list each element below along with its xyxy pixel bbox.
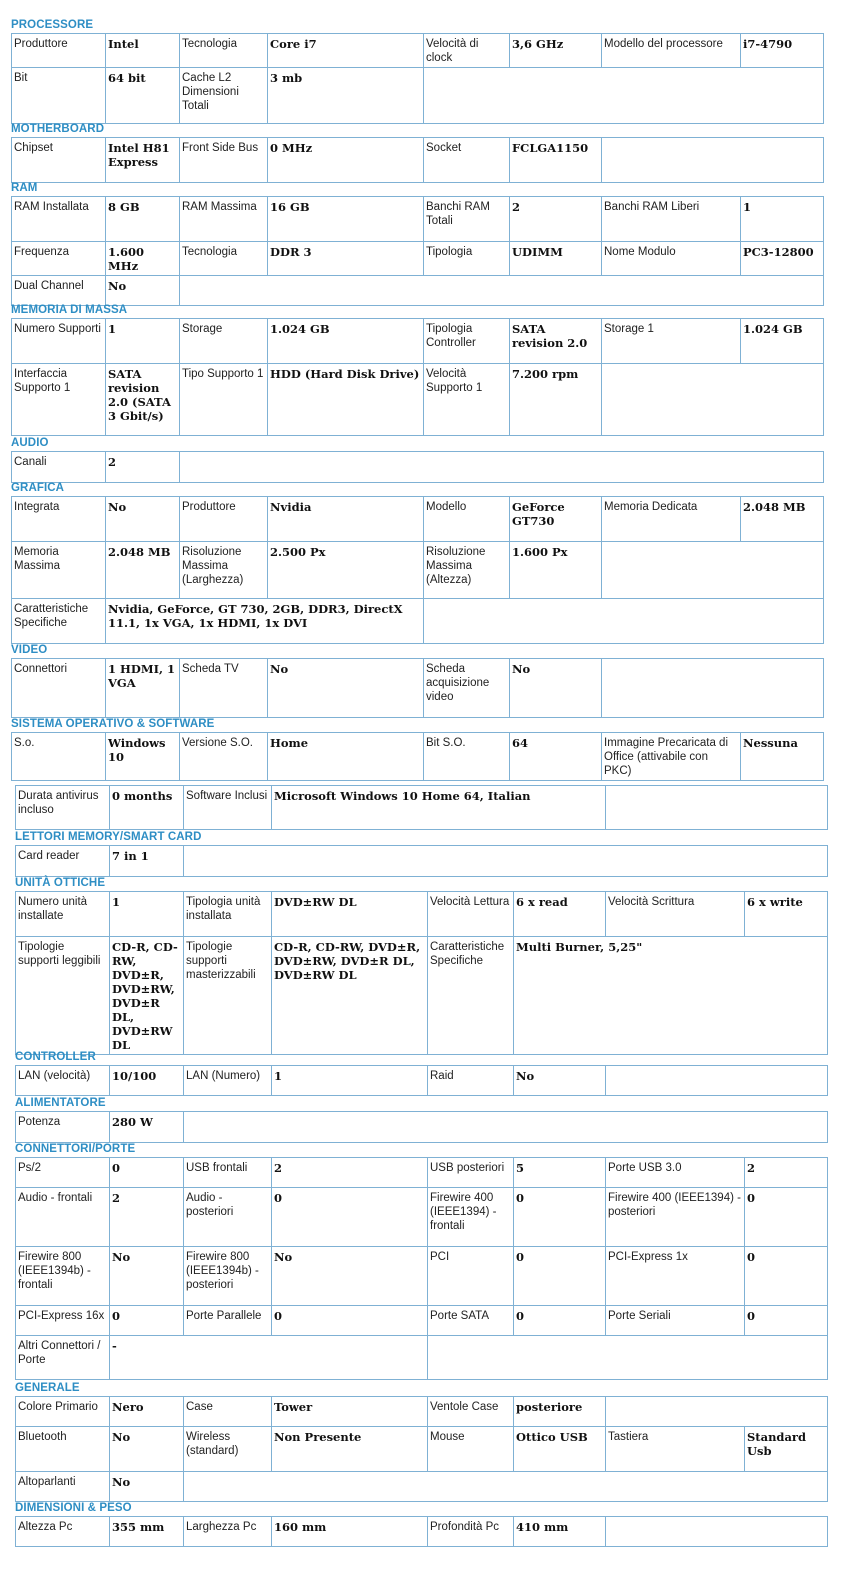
spec-table <box>15 845 828 877</box>
spec-label: Altri Connettori / Porte <box>16 1336 110 1380</box>
spec-value-cache-l2-dimensioni-totali: 3 mb <box>268 68 424 124</box>
spec-label: Memoria Dedicata <box>602 497 741 542</box>
spec-label: Canali <box>12 452 106 483</box>
spec-label: PCI-Express 16x <box>16 1306 110 1336</box>
spec-label: Durata antivirus incluso <box>16 786 110 830</box>
spec-label: Storage 1 <box>602 319 741 364</box>
spec-value-connettori: 1 HDMI, 1 VGA <box>106 659 180 718</box>
section-title: DIMENSIONI & PESO <box>15 1502 132 1514</box>
spec-value-risoluzione-massima-altezza: 1.600 Px <box>510 542 602 599</box>
spec-label: Socket <box>424 138 510 183</box>
spec-value-durata-antivirus-incluso: 0 months <box>110 786 184 830</box>
spec-value-banchi-ram-totali: 2 <box>510 197 602 242</box>
empty-cell <box>602 542 824 599</box>
spec-label: Dual Channel <box>12 276 106 306</box>
spec-table <box>11 496 824 644</box>
spec-label: Potenza <box>16 1112 110 1143</box>
section-title: MOTHERBOARD <box>11 123 105 135</box>
spec-label: Porte SATA <box>428 1306 514 1336</box>
spec-label: Velocità di clock <box>424 34 510 68</box>
table-row <box>16 786 828 830</box>
spec-value-storage: 1.024 GB <box>268 319 424 364</box>
spec-label: Bit S.O. <box>424 733 510 781</box>
table-row <box>16 937 828 1055</box>
spec-label: Numero unità installate <box>16 892 110 937</box>
empty-cell <box>180 452 824 483</box>
spec-value-audio-frontali: 2 <box>110 1188 184 1247</box>
spec-table <box>11 196 824 306</box>
spec-value-tecnologia: DDR 3 <box>268 242 424 276</box>
spec-label: Tipologia Controller <box>424 319 510 364</box>
table-row <box>12 599 824 644</box>
spec-value-chipset: Intel H81 Express <box>106 138 180 183</box>
table-row <box>12 197 824 242</box>
section-title: GENERALE <box>15 1382 80 1394</box>
table-row <box>12 138 824 183</box>
spec-value-risoluzione-massima-larghezza: 2.500 Px <box>268 542 424 599</box>
spec-label: Porte Parallele <box>184 1306 272 1336</box>
spec-value-tipologia: UDIMM <box>510 242 602 276</box>
spec-label: Risoluzione Massima (Altezza) <box>424 542 510 599</box>
spec-label: USB posteriori <box>428 1158 514 1188</box>
table-row <box>16 1397 828 1427</box>
table-row <box>16 1427 828 1472</box>
spec-value-nome-modulo: PC3-12800 <box>741 242 824 276</box>
spec-value-numero-supporti: 1 <box>106 319 180 364</box>
spec-table <box>15 785 828 830</box>
spec-value-caratteristiche-specifiche: Multi Burner, 5,25" <box>514 937 828 1055</box>
spec-label: Tecnologia <box>180 242 268 276</box>
spec-table <box>15 1157 828 1380</box>
spec-value-mouse: Ottico USB <box>514 1427 606 1472</box>
spec-table <box>15 1396 828 1502</box>
spec-table <box>11 658 824 718</box>
spec-table <box>15 1065 828 1096</box>
spec-label: Tastiera <box>606 1427 745 1472</box>
spec-value-produttore: Intel <box>106 34 180 68</box>
empty-cell <box>606 1066 828 1096</box>
spec-value-porte-usb-3-0: 2 <box>745 1158 828 1188</box>
section-title: ALIMENTATORE <box>15 1097 106 1109</box>
spec-value-bit: 64 bit <box>106 68 180 124</box>
spec-label: Software Inclusi <box>184 786 272 830</box>
spec-label: Altoparlanti <box>16 1472 110 1502</box>
spec-label: Tecnologia <box>180 34 268 68</box>
spec-label: Firewire 800 (IEEE1394b) - frontali <box>16 1247 110 1306</box>
table-row <box>16 1112 828 1143</box>
spec-label: Connettori <box>12 659 106 718</box>
spec-label: Produttore <box>12 34 106 68</box>
spec-table <box>15 1516 828 1547</box>
spec-label: Card reader <box>16 846 110 877</box>
section-title: RAM <box>11 182 38 194</box>
table-row <box>12 659 824 718</box>
spec-table <box>11 33 824 124</box>
spec-value-wireless-standard: Non Presente <box>272 1427 428 1472</box>
spec-label: Porte USB 3.0 <box>606 1158 745 1188</box>
empty-cell <box>180 276 824 306</box>
spec-value-firewire-400-ieee1394-frontali: 0 <box>514 1188 606 1247</box>
spec-value-versione-s-o: Home <box>268 733 424 781</box>
section-title: AUDIO <box>11 437 49 449</box>
empty-cell <box>602 138 824 183</box>
spec-label: USB frontali <box>184 1158 272 1188</box>
spec-label: Audio - frontali <box>16 1188 110 1247</box>
spec-label: Integrata <box>12 497 106 542</box>
spec-label: Nome Modulo <box>602 242 741 276</box>
spec-label: Interfaccia Supporto 1 <box>12 364 106 436</box>
spec-value-software-inclusi: Microsoft Windows 10 Home 64, Italian <box>272 786 606 830</box>
spec-label: PCI-Express 1x <box>606 1247 745 1306</box>
spec-value-velocita-di-clock: 3,6 GHz <box>510 34 602 68</box>
section-title: MEMORIA DI MASSA <box>11 304 128 316</box>
spec-label: Banchi RAM Liberi <box>602 197 741 242</box>
table-row <box>12 276 824 306</box>
spec-value-lan-numero: 1 <box>272 1066 428 1096</box>
spec-value-profondita-pc: 410 mm <box>514 1517 606 1547</box>
spec-value-s-o: Windows 10 <box>106 733 180 781</box>
spec-label: Tipologia unità installata <box>184 892 272 937</box>
spec-value-modello: GeForce GT730 <box>510 497 602 542</box>
spec-table <box>11 318 824 436</box>
spec-table <box>11 451 824 483</box>
spec-label: Risoluzione Massima (Larghezza) <box>180 542 268 599</box>
spec-value-produttore: Nvidia <box>268 497 424 542</box>
spec-label: Raid <box>428 1066 514 1096</box>
spec-label: Versione S.O. <box>180 733 268 781</box>
table-row <box>12 68 824 124</box>
spec-value-altoparlanti: No <box>110 1472 184 1502</box>
spec-label: Modello del processore <box>602 34 741 68</box>
spec-label: Tipologia <box>424 242 510 276</box>
table-row <box>16 1336 828 1380</box>
spec-value-velocita-lettura: 6 x read <box>514 892 606 937</box>
spec-label: Chipset <box>12 138 106 183</box>
spec-label: RAM Installata <box>12 197 106 242</box>
spec-value-ventole-case: posteriore <box>514 1397 606 1427</box>
spec-label: Audio - posteriori <box>184 1188 272 1247</box>
spec-value-colore-primario: Nero <box>110 1397 184 1427</box>
spec-table <box>11 732 824 781</box>
empty-cell <box>606 1517 828 1547</box>
spec-label: Case <box>184 1397 272 1427</box>
spec-label: Tipologie supporti leggibili <box>16 937 110 1055</box>
spec-label: Tipo Supporto 1 <box>180 364 268 436</box>
empty-cell <box>606 1397 828 1427</box>
spec-label: S.o. <box>12 733 106 781</box>
spec-value-tecnologia: Core i7 <box>268 34 424 68</box>
table-row <box>12 542 824 599</box>
spec-value-potenza: 280 W <box>110 1112 184 1143</box>
empty-cell <box>602 659 824 718</box>
empty-cell <box>602 364 824 436</box>
spec-value-immagine-precaricata-di-office-attivabile-con-pkc: Nessuna <box>741 733 824 781</box>
spec-value-usb-posteriori: 5 <box>514 1158 606 1188</box>
spec-label: Tipologie supporti masterizzabili <box>184 937 272 1055</box>
empty-cell <box>184 846 828 877</box>
spec-label: LAN (velocità) <box>16 1066 110 1096</box>
spec-label: Mouse <box>428 1427 514 1472</box>
spec-table <box>15 891 828 1055</box>
spec-label: Numero Supporti <box>12 319 106 364</box>
section-title: CONTROLLER <box>15 1051 96 1063</box>
spec-value-bluetooth: No <box>110 1427 184 1472</box>
section-title: SISTEMA OPERATIVO & SOFTWARE <box>11 718 215 730</box>
table-row <box>12 242 824 276</box>
spec-label: Memoria Massima <box>12 542 106 599</box>
table-row <box>16 1517 828 1547</box>
spec-value-scheda-acquisizione-video: No <box>510 659 602 718</box>
section-title: GRAFICA <box>11 482 65 494</box>
spec-label: Immagine Precaricata di Office (attivabile con PKC) <box>602 733 741 781</box>
spec-value-front-side-bus: 0 MHz <box>268 138 424 183</box>
spec-value-porte-sata: 0 <box>514 1306 606 1336</box>
spec-value-altri-connettori-porte: - <box>110 1336 428 1380</box>
table-row <box>16 1247 828 1306</box>
empty-cell <box>184 1112 828 1143</box>
section-title: PROCESSORE <box>11 19 94 31</box>
spec-value-interfaccia-supporto-1: SATA revision 2.0 (SATA 3 Gbit/s) <box>106 364 180 436</box>
spec-value-firewire-800-ieee1394b-posteriori: No <box>272 1247 428 1306</box>
spec-value-pci-express-1x: 0 <box>745 1247 828 1306</box>
spec-value-dual-channel: No <box>106 276 180 306</box>
spec-value-banchi-ram-liberi: 1 <box>741 197 824 242</box>
spec-value-numero-unita-installate: 1 <box>110 892 184 937</box>
empty-cell <box>606 786 828 830</box>
table-row <box>12 364 824 436</box>
spec-label: Caratteristiche Specifiche <box>428 937 514 1055</box>
spec-value-caratteristiche-specifiche: Nvidia, GeForce, GT 730, 2GB, DDR3, DirectX 11.1, 1x VGA, 1x HDMI, 1x DVI <box>106 599 424 644</box>
spec-label: Modello <box>424 497 510 542</box>
spec-label: Ventole Case <box>428 1397 514 1427</box>
spec-value-memoria-massima: 2.048 MB <box>106 542 180 599</box>
spec-value-raid: No <box>514 1066 606 1096</box>
table-row <box>12 319 824 364</box>
spec-label: Caratteristiche Specifiche <box>12 599 106 644</box>
table-row <box>16 1188 828 1247</box>
spec-label: Firewire 800 (IEEE1394b) - posteriori <box>184 1247 272 1306</box>
table-row <box>12 497 824 542</box>
spec-label: Produttore <box>180 497 268 542</box>
spec-label: Profondità Pc <box>428 1517 514 1547</box>
empty-cell <box>424 68 824 124</box>
empty-cell <box>428 1336 828 1380</box>
spec-value-usb-frontali: 2 <box>272 1158 428 1188</box>
spec-label: Velocità Scrittura <box>606 892 745 937</box>
spec-value-ram-massima: 16 GB <box>268 197 424 242</box>
spec-label: Front Side Bus <box>180 138 268 183</box>
spec-label: Scheda acquisizione video <box>424 659 510 718</box>
spec-value-tipologia-unita-installata: DVD±RW DL <box>272 892 428 937</box>
spec-value-canali: 2 <box>106 452 180 483</box>
spec-label: Velocità Lettura <box>428 892 514 937</box>
spec-label: Banchi RAM Totali <box>424 197 510 242</box>
spec-value-ps-2: 0 <box>110 1158 184 1188</box>
spec-value-tipologie-supporti-masterizzabili: CD-R, CD-RW, DVD±R, DVD±RW, DVD±R DL, DVD±RW DL <box>272 937 428 1055</box>
spec-value-lan-velocita: 10/100 <box>110 1066 184 1096</box>
spec-value-integrata: No <box>106 497 180 542</box>
spec-value-porte-seriali: 0 <box>745 1306 828 1336</box>
spec-value-tipologie-supporti-leggibili: CD-R, CD-RW, DVD±R, DVD±RW, DVD±R DL, DVD±RW DL <box>110 937 184 1055</box>
section-title: LETTORI MEMORY/SMART CARD <box>15 831 202 843</box>
empty-cell <box>424 599 824 644</box>
spec-value-tipo-supporto-1: HDD (Hard Disk Drive) <box>268 364 424 436</box>
table-row <box>16 1158 828 1188</box>
spec-value-firewire-800-ieee1394b-frontali: No <box>110 1247 184 1306</box>
spec-table <box>15 1111 828 1143</box>
spec-label: LAN (Numero) <box>184 1066 272 1096</box>
spec-label: Porte Seriali <box>606 1306 745 1336</box>
spec-value-ram-installata: 8 GB <box>106 197 180 242</box>
spec-value-scheda-tv: No <box>268 659 424 718</box>
spec-value-storage-1: 1.024 GB <box>741 319 824 364</box>
spec-label: Firewire 400 (IEEE1394) - frontali <box>428 1188 514 1247</box>
empty-cell <box>184 1472 828 1502</box>
spec-value-pci: 0 <box>514 1247 606 1306</box>
spec-value-velocita-supporto-1: 7.200 rpm <box>510 364 602 436</box>
spec-label: Ps/2 <box>16 1158 110 1188</box>
spec-value-bit-s-o: 64 <box>510 733 602 781</box>
spec-label: Frequenza <box>12 242 106 276</box>
spec-label: Scheda TV <box>180 659 268 718</box>
table-row <box>16 846 828 877</box>
spec-label: Larghezza Pc <box>184 1517 272 1547</box>
spec-value-audio-posteriori: 0 <box>272 1188 428 1247</box>
spec-value-frequenza: 1.600 MHz <box>106 242 180 276</box>
spec-label: Bit <box>12 68 106 124</box>
spec-label: Wireless (standard) <box>184 1427 272 1472</box>
spec-label: PCI <box>428 1247 514 1306</box>
spec-table <box>11 137 824 183</box>
spec-label: RAM Massima <box>180 197 268 242</box>
spec-label: Firewire 400 (IEEE1394) - posteriori <box>606 1188 745 1247</box>
table-row <box>12 452 824 483</box>
spec-value-pci-express-16x: 0 <box>110 1306 184 1336</box>
spec-value-case: Tower <box>272 1397 428 1427</box>
spec-value-larghezza-pc: 160 mm <box>272 1517 428 1547</box>
table-row <box>16 1066 828 1096</box>
spec-value-altezza-pc: 355 mm <box>110 1517 184 1547</box>
spec-value-tastiera: Standard Usb <box>745 1427 828 1472</box>
spec-value-modello-del-processore: i7-4790 <box>741 34 824 68</box>
spec-value-velocita-scrittura: 6 x write <box>745 892 828 937</box>
table-row <box>12 34 824 68</box>
table-row <box>16 892 828 937</box>
spec-label: Bluetooth <box>16 1427 110 1472</box>
spec-value-card-reader: 7 in 1 <box>110 846 184 877</box>
spec-label: Altezza Pc <box>16 1517 110 1547</box>
section-title: CONNETTORI/PORTE <box>15 1143 136 1155</box>
spec-value-porte-parallele: 0 <box>272 1306 428 1336</box>
spec-value-firewire-400-ieee1394-posteriori: 0 <box>745 1188 828 1247</box>
table-row <box>16 1306 828 1336</box>
spec-label: Cache L2 Dimensioni Totali <box>180 68 268 124</box>
section-title: UNITÀ OTTICHE <box>15 877 106 889</box>
section-title: VIDEO <box>11 644 48 656</box>
spec-label: Colore Primario <box>16 1397 110 1427</box>
table-row <box>16 1472 828 1502</box>
spec-value-socket: FCLGA1150 <box>510 138 602 183</box>
spec-label: Velocità Supporto 1 <box>424 364 510 436</box>
spec-value-tipologia-controller: SATA revision 2.0 <box>510 319 602 364</box>
table-row <box>12 733 824 781</box>
spec-label: Storage <box>180 319 268 364</box>
spec-value-memoria-dedicata: 2.048 MB <box>741 497 824 542</box>
